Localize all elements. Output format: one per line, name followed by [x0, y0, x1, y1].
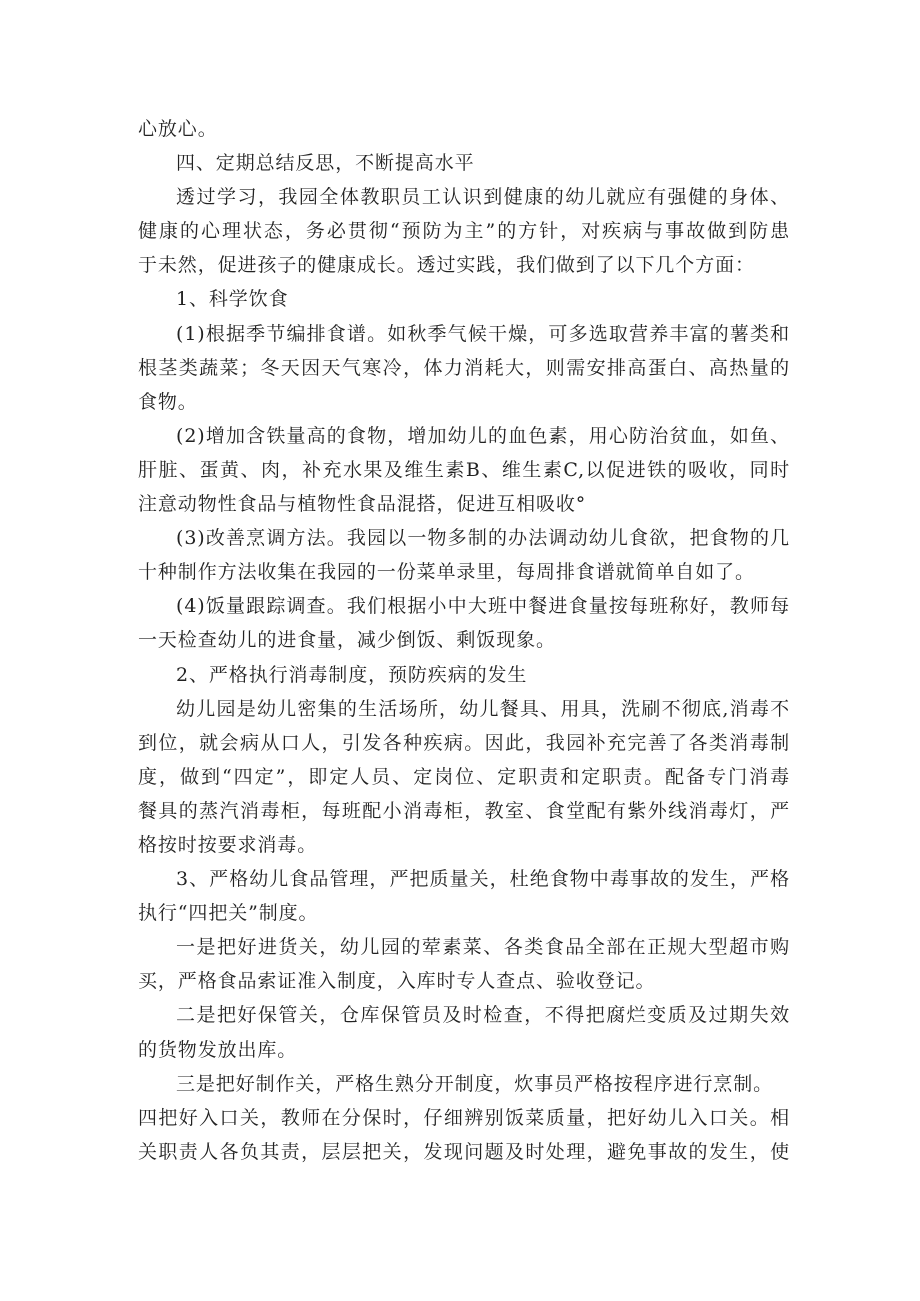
- paragraph: [138, 692, 790, 862]
- text-line: 于未然，促进孩子的健康成长。透过实践，我们做到了以下几个方面：: [138, 254, 755, 277]
- text-line: 幼儿园是幼儿密集的生活场所，幼儿餐具、用具，洗刷不彻底,消毒不: [176, 697, 790, 720]
- text-line: 透过学习，我园全体教职员工认识到健康的幼儿就应有强健的身体、: [176, 186, 790, 209]
- paragraph: [138, 658, 790, 692]
- text-line: 餐具的蒸汽消毒柜，每班配小消毒柜，教室、食堂配有紫外线消毒灯，严: [138, 799, 790, 822]
- paragraph: [138, 1067, 790, 1101]
- paragraph: [138, 419, 790, 521]
- text-line: (2)增加含铁量高的食物，增加幼儿的血色素，用心防治贫血，如鱼、: [176, 424, 790, 447]
- document-body: [138, 112, 790, 1169]
- text-line: 二是把好保管关，仓库保管员及时检查，不得把腐烂变质及过期失效: [176, 1004, 790, 1027]
- text-line: 关职责人各负其责，层层把关，发现问题及时处理，避免事故的发生，使: [138, 1140, 790, 1163]
- text-line: 2、严格执行消毒制度，预防疾病的发生: [176, 663, 528, 686]
- text-line: 心放心。: [138, 118, 218, 140]
- text-line: 的货物发放出库。: [138, 1038, 298, 1061]
- paragraph: [138, 998, 790, 1066]
- paragraph: [138, 317, 790, 419]
- text-line: 根茎类蔬菜；冬天因天气寒冷，体力消耗大，则需安排高蛋白、高热量的: [138, 356, 790, 379]
- text-line: 健康的心理状态，务必贯彻“预防为主”的方针，对疾病与事故做到防患: [138, 220, 790, 243]
- paragraph: [138, 589, 790, 657]
- text-line: 到位，就会病从口人，引发各种疾病。因此，我园补充完善了各类消毒制: [138, 731, 790, 754]
- paragraph: [138, 862, 790, 930]
- paragraph: [138, 1101, 790, 1169]
- paragraph: [138, 146, 790, 180]
- text-line: (3)改善烹调方法。我园以一物多制的办法调动幼儿食欲，把食物的几: [176, 527, 790, 550]
- text-line: 执行“四把关”制度。: [138, 902, 319, 925]
- paragraph: [138, 521, 790, 589]
- text-line: 格按时按要求消毒。: [138, 833, 318, 856]
- paragraph: [138, 930, 790, 998]
- text-line: 3、严格幼儿食品管理，严把质量关，杜绝食物中毒事故的发生，严格: [176, 868, 790, 891]
- text-line: 一是把好进货关，幼儿园的荤素菜、各类食品全部在正规大型超市购: [176, 936, 790, 959]
- text-line: 1、科学饮食: [176, 288, 289, 311]
- text-line: 一天检查幼儿的进食量，减少倒饭、剩饭现象。: [138, 629, 556, 652]
- text-line: 十种制作方法收集在我园的一份菜单录里，每周排食谱就简单自如了。: [138, 561, 755, 584]
- text-line: 四、定期总结反思，不断提高水平: [176, 152, 475, 175]
- text-line: (4)饭量跟踪调查。我们根据小中大班中餐进食量按每班称好，教师每: [176, 595, 790, 618]
- text-line: 度，做到“四定”，即定人员、定岗位、定职责和定职责。配备专门消毒: [138, 765, 790, 788]
- text-line: 三是把好制作关，严格生熟分开制度，炊事员严格按程序进行烹制。: [176, 1072, 774, 1095]
- text-line: 买，严格食品索证准入制度，入库时专人查点、验收登记。: [138, 970, 656, 993]
- text-line: 肝脏、蛋黄、肉，补充水果及维生素B、维生素C,以促进铁的吸收，同时: [138, 458, 790, 481]
- text-line: 食物。: [138, 390, 198, 413]
- paragraph: [138, 180, 790, 282]
- paragraph: [138, 282, 790, 316]
- paragraph: [138, 112, 790, 146]
- text-line: (1)根据季节编排食谱。如秋季气候干燥，可多选取营养丰富的薯类和: [176, 322, 790, 345]
- text-line: 注意动物性食品与植物性食品混搭，促进互相吸收°: [138, 493, 587, 516]
- text-line: 四把好入口关，教师在分保时，仔细辨别饭菜质量，把好幼儿入口关。相: [138, 1106, 790, 1129]
